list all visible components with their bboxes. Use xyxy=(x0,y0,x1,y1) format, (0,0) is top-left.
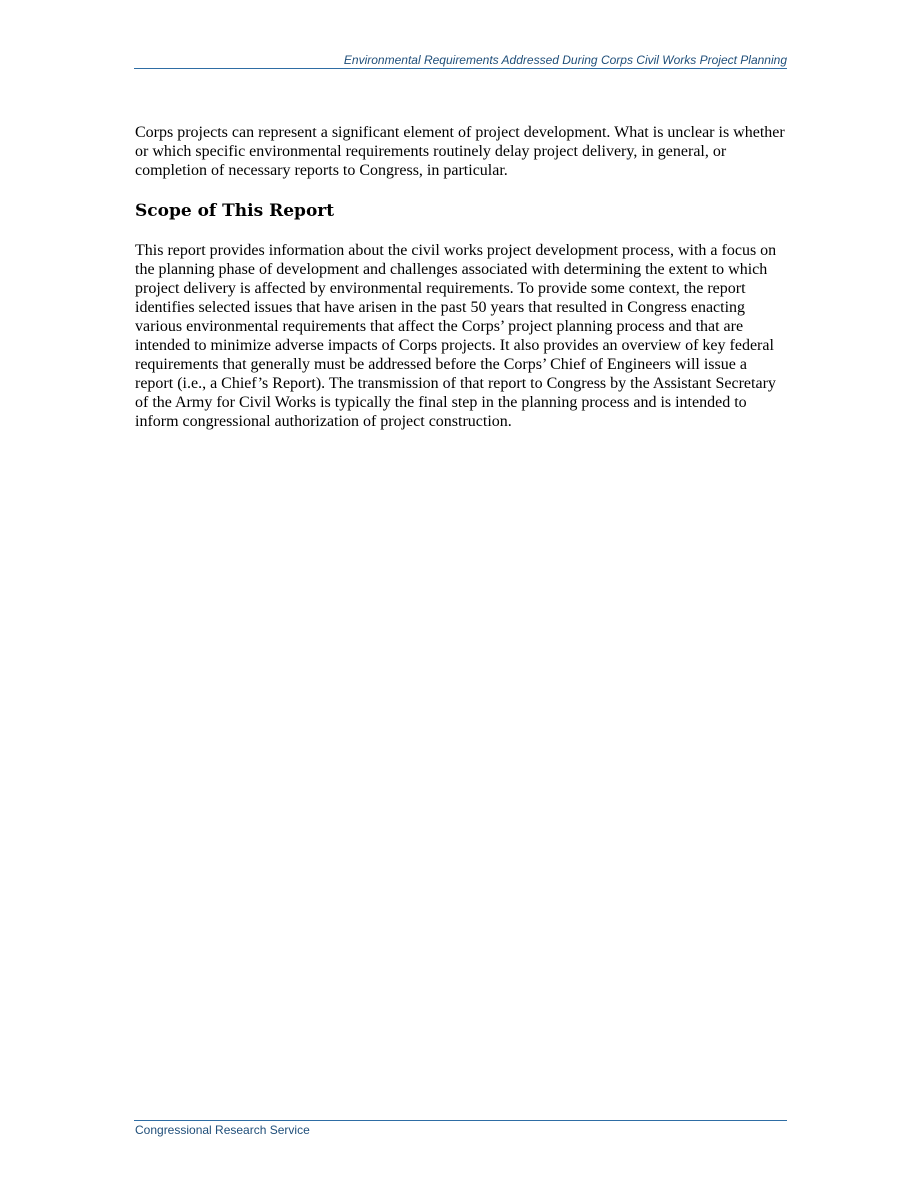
footer-publisher: Congressional Research Service xyxy=(135,1123,310,1137)
running-header-title: Environmental Requirements Addressed During Corps Civil Works Project Planning xyxy=(343,53,787,67)
footer-divider xyxy=(134,1120,787,1121)
section-heading: Scope of This Report xyxy=(135,201,335,221)
header-divider xyxy=(134,68,787,69)
intro-paragraph: Corps projects can represent a significant element of project development. What is unclear is whether or which specific environmental requirements routinely delay project delivery, in general, or completion of necessary reports to Congress, in particular. xyxy=(135,124,785,179)
scope-paragraph: This report provides information about the civil works project development process, with a focus on the planning phase of development and challenges associated with determining the extent to which project delivery is affected by environmental requirements. To provide some context, the report identifies selected issues that have arisen in the past 50 years that resulted in Congress enacting various environmental requirements that affect the Corps’ project planning process and that are intended to minimize adverse impacts of Corps projects. It also provides an overview of key federal requirements that generally must be addressed before the Corps’ Chief of Engineers will issue a report (i.e., a Chief’s Report). The transmission of that report to Congress by the Assistant Secretary of the Army for Civil Works is typically the final step in the planning process and is intended to inform congressional authorization of project construction. xyxy=(135,242,777,430)
